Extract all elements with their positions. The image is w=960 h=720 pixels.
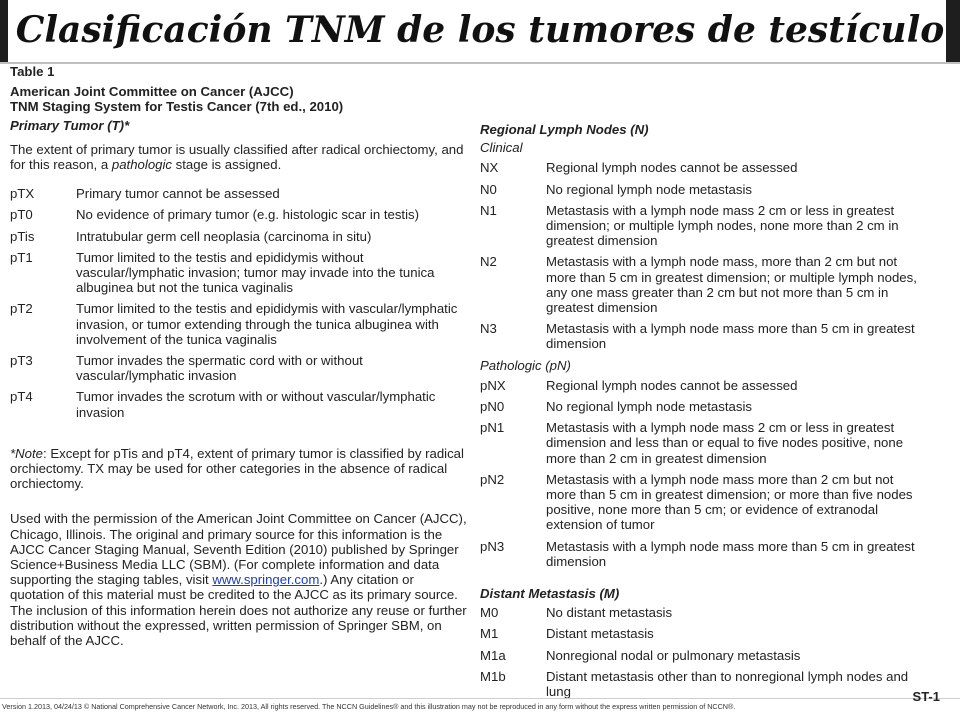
pathologic-n-row (480, 399, 920, 414)
stage-description: Intratubular germ cell neoplasia (carcinoma in situ) (76, 228, 372, 244)
clinical-n-row (480, 182, 920, 197)
primary-tumor-intro (10, 142, 468, 172)
stage-description: Tumor invades the spermatic cord with or without vascular/lymphatic invasion (76, 353, 363, 384)
stage-description: Distant metastasis other than to nonregional lymph nodes and lung (546, 668, 909, 700)
stage-code: N3 (480, 321, 497, 337)
stage-description: Nonregional nodal or pulmonary metastasis (546, 647, 801, 663)
springer-link[interactable]: www.springer.com (212, 572, 320, 588)
stage-code: M1a (480, 647, 506, 663)
stage-code: pT2 (10, 301, 33, 317)
pathologic-n-row (480, 472, 920, 533)
clinical-n-row (480, 254, 920, 315)
pathologic-n-table (480, 378, 920, 569)
credit-text-start: Used with the permission of the American Joint Committee on Cancer (AJCC), Chicago, Illinois. The original and primary source for this information is the AJCC Cancer Staging Manual, Seventh Edition (2010) published by Springer Science+Business Media LLC (SBM). (For complete information and data supporting the staging tables, visit (10, 511, 467, 588)
stage-description: Regional lymph nodes cannot be assessed (546, 377, 798, 393)
distant-metastasis-row (480, 605, 920, 620)
intro-text-start: The extent of primary tumor is usually classified after radical orchiectomy, and for this reason, a (10, 141, 464, 173)
stage-code: M1 (480, 626, 499, 642)
distant-metastasis-heading: Distant Metastasis (M) (480, 586, 620, 602)
primary-tumor-row (10, 301, 468, 347)
stage-description: No regional lymph node metastasis (546, 399, 752, 415)
right-column (480, 122, 920, 705)
stage-description: Tumor invades the scrotum with or without vascular/lymphatic invasion (76, 389, 436, 420)
stage-description: Tumor limited to the testis and epididymis without vascular/lymphatic invasion; tumor may invade into the tunica albuginea but not the tunica vaginalis (76, 249, 435, 296)
distant-metastasis-row (480, 626, 920, 641)
clinical-n-row (480, 203, 920, 249)
stage-code: pT3 (10, 353, 33, 369)
stage-description: Distant metastasis (546, 626, 654, 642)
stage-description: Metastasis with a lymph node mass 2 cm or less in greatest dimension and less than or equal to five nodes positive, none more than 2 cm in greatest dimension (546, 420, 904, 466)
stage-description: Regional lymph nodes cannot be assessed (546, 160, 798, 176)
stage-code: pN3 (480, 538, 505, 554)
distant-metastasis-table (480, 605, 920, 699)
stage-description: No distant metastasis (546, 605, 673, 621)
primary-tumor-row (10, 229, 468, 244)
stage-code: M1b (480, 668, 506, 684)
stage-description: Metastasis with a lymph node mass more than 5 cm in greatest dimension (546, 538, 915, 569)
ajcc-credit (10, 511, 468, 648)
stage-code: pT4 (10, 389, 33, 405)
credit-text-end: .) Any citation or quotation of this material must be credited to the AJCC as its primary source. The inclusion of this information herein does not authorize any reuse or further distribution without the expressed, written permission of Springer SBM, on behalf of the AJCC. (10, 572, 467, 649)
primary-tumor-row (10, 389, 468, 419)
intro-text-end: stage is assigned. (172, 157, 282, 173)
primary-tumor-table (10, 186, 468, 420)
stage-code: NX (480, 160, 499, 176)
primary-tumor-note (10, 446, 468, 492)
stage-code: N2 (480, 254, 497, 270)
left-column (10, 64, 468, 648)
stage-description: Metastasis with a lymph node mass more than 5 cm in greatest dimension (546, 321, 915, 352)
distant-metastasis-row (480, 648, 920, 663)
stage-description: Metastasis with a lymph node mass 2 cm or less in greatest dimension; or multiple lymph nodes, none more than 2 cm in greatest dimension (546, 202, 899, 249)
note-label: *Note (10, 445, 43, 461)
table-org-line: American Joint Committee on Cancer (AJCC) (10, 84, 294, 100)
pathologic-label: Pathologic (pN) (480, 357, 571, 373)
stage-code: pN1 (480, 420, 505, 436)
stage-description: Primary tumor cannot be assessed (76, 186, 280, 202)
stage-code: pTX (10, 186, 35, 202)
primary-tumor-row (10, 353, 468, 383)
note-text: : Except for pTis and pT4, extent of primary tumor is classified by radical orchiectomy. TX may be used for other categories in the absence of radical orchiectomy. (10, 445, 464, 492)
clinical-label: Clinical (480, 140, 523, 156)
stage-code: M0 (480, 605, 499, 621)
pathologic-n-row (480, 420, 920, 466)
stage-code: pT1 (10, 249, 33, 265)
stage-code: N1 (480, 202, 497, 218)
primary-tumor-heading: Primary Tumor (T)* (10, 117, 130, 133)
clinical-n-row (480, 160, 920, 175)
pathologic-n-row (480, 539, 920, 569)
primary-tumor-row (10, 207, 468, 222)
stage-code: pN2 (480, 471, 505, 487)
clinical-n-row (480, 321, 920, 351)
primary-tumor-row (10, 250, 468, 296)
lymph-nodes-heading: Regional Lymph Nodes (N) (480, 122, 649, 137)
stage-description: No regional lymph node metastasis (546, 181, 752, 197)
table-system-line: TNM Staging System for Testis Cancer (7th ed., 2010) (10, 99, 344, 115)
table-label: Table 1 (10, 64, 55, 79)
intro-text-emphasis: pathologic (111, 157, 173, 173)
stage-code: pNX (480, 377, 506, 393)
footer-page-number: ST-1 (912, 689, 940, 704)
stage-description: Metastasis with a lymph node mass more than 2 cm but not more than 5 cm in greatest dimension; or more than five nodes positive, none more than 5 cm; or evidence of extranodal extension of tumor (546, 471, 913, 533)
pathologic-n-row (480, 378, 920, 393)
stage-code: pTis (10, 228, 35, 244)
stage-description: Metastasis with a lymph node mass, more than 2 cm but not more than 5 cm in greatest dimension; or multiple lymph nodes, any one mass greater than 2 cm but not more than 5 cm in greatest dimension (546, 254, 917, 316)
stage-code: pT0 (10, 207, 33, 223)
stage-description: No evidence of primary tumor (e.g. histologic scar in testis) (76, 207, 420, 223)
distant-metastasis-row (480, 669, 920, 699)
clinical-n-table (480, 160, 920, 351)
slide-title: Clasificación TNM de los tumores de testículo (15, 9, 945, 51)
stage-code: pN0 (480, 399, 505, 415)
stage-description: Tumor limited to the testis and epididymis with vascular/lymphatic invasion, or tumor extending through the tunica albuginea with involvement of the tunica vaginalis (76, 301, 458, 347)
footer-copyright: Version 1.2013, 04/24/13 © National Comprehensive Cancer Network, Inc. 2013, All rights reserved. The NCCN Guidelines® and this illustration may not be reproduced in any form without the express written permission of NCCN®. (0, 698, 960, 720)
primary-tumor-row (10, 186, 468, 201)
stage-code: N0 (480, 181, 497, 197)
